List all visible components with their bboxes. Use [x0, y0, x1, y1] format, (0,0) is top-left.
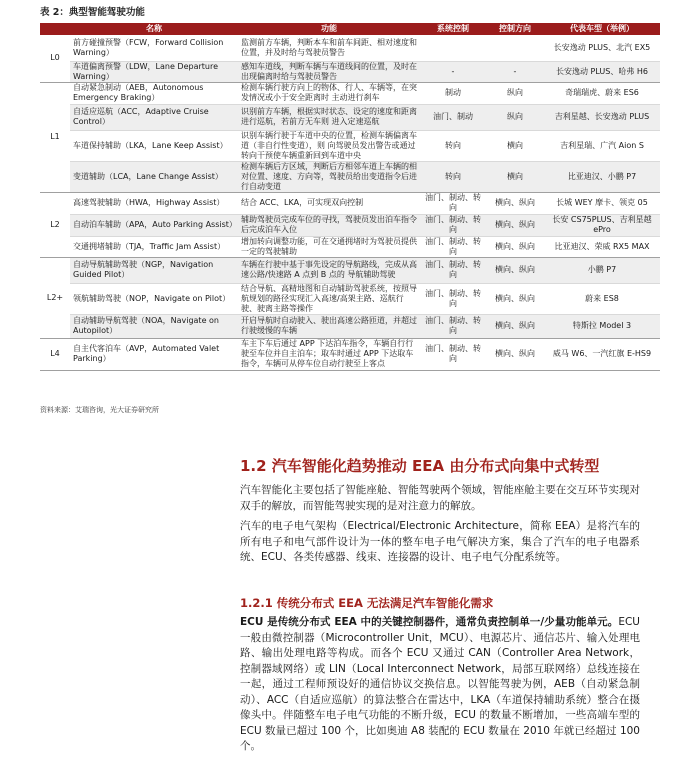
direction-cell: -: [486, 61, 544, 82]
control-cell: 油门、制动、转向: [420, 314, 486, 338]
direction-cell: 横向、纵向: [486, 338, 544, 370]
models-cell: 比亚迪汉、荣威 RX5 MAX: [544, 236, 660, 257]
name-cell: 自动紧急制动（AEB，Autonomous Emergency Braking）: [70, 82, 238, 104]
function-cell: 结合 ACC、LKA，可实现双向控制: [238, 192, 420, 214]
function-cell: 结合导航、高精地图和自动辅助驾驶系统，按照导航规划的路径实现汇入高速/高架主路、巡航行驶、驶离主路等操作: [238, 283, 420, 314]
paragraph-ecu: [240, 615, 640, 755]
table-row: [40, 192, 660, 214]
name-cell: 交通拥堵辅助（TJA，Traffic Jam Assist）: [70, 236, 238, 257]
models-cell: 奇瑞瑞虎、蔚来 ES6: [544, 82, 660, 104]
function-cell: 感知车道线，判断车辆与车道线间的位置，及时在出现偏离时给与驾驶员警告: [238, 61, 420, 82]
control-cell: 油门、制动、转向: [420, 283, 486, 314]
models-cell: 吉利星瑞、广汽 Aion S: [544, 130, 660, 161]
direction-cell: [486, 35, 544, 61]
function-cell: 检测车辆行驶方向上的物体、行人、车辆等，在突发情况或小于安全距离时 主动进行刹车: [238, 82, 420, 104]
models-cell: 吉利星越、长安逸动 PLUS: [544, 104, 660, 130]
control-cell: 油门、制动、转向: [420, 214, 486, 236]
level-cell: L1: [40, 82, 70, 192]
adas-function-table: [40, 23, 660, 371]
header-function: 功能: [238, 23, 420, 35]
control-cell: -: [420, 61, 486, 82]
models-cell: 比亚迪汉、小鹏 P7: [544, 161, 660, 192]
name-cell: 车道偏离预警（LDW，Lane Departure Warning）: [70, 61, 238, 82]
control-cell: 转向: [420, 161, 486, 192]
name-cell: 自动辅助导航驾驶（NOA，Navigate on Autopilot）: [70, 314, 238, 338]
table-row: [40, 214, 660, 236]
models-cell: 长安 CS75PLUS、吉利星越 ePro: [544, 214, 660, 236]
table-row: [40, 35, 660, 61]
direction-cell: 横向、纵向: [486, 257, 544, 283]
function-cell: 车辆在行驶中基于事先设定的导航路线，完成从高速公路/快速路 A 点到 B 点的 导航辅助驾驶: [238, 257, 420, 283]
name-cell: 高速驾驶辅助（HWA，Highway Assist）: [70, 192, 238, 214]
paragraph-eea: 汽车的电子电气架构（Electrical/Electronic Architecture，简称 EEA）是将汽车的所有电子和电气部件设计为一体的整车电子电气解决方案，集合了汽车的电子电器系统、ECU、各类传感器、线束、连接器的设计、电子电气分配系统等。: [240, 520, 640, 563]
header-name: 名称: [70, 23, 238, 35]
name-cell: 领航辅助驾驶（NOP，Navigate on Pilot）: [70, 283, 238, 314]
control-cell: 油门、制动、转向: [420, 236, 486, 257]
header-models: 代表车型（举例）: [544, 23, 660, 35]
level-cell: L4: [40, 338, 70, 370]
direction-cell: 纵向: [486, 82, 544, 104]
level-cell: L2: [40, 192, 70, 257]
paragraph-ecu-body: ECU 一般由微控制器（Microcontroller Unit，MCU）、电源芯片、通信芯片、输入处理电路、输出处理电路等构成。而各个 ECU 又通过 CAN（Controller Area Network，控制器域网络）或 LIN（Local Interconnect Network，局部互联网络）总线连接在一起，通过工程师预设好的通信协议交换信息。以智能驾驶为例，AEB（自动紧急制动）、ACC（自适应巡航）的算法整合在雷达中，LKA（车道保持辅助系统）整合在摄像头中。伴随整车电子电气功能的不断升级，ECU 的数量不断增加，一些高端车型的 ECU 数量已超过 100 个，比如奥迪 A8 装配的 ECU 数量在 2010 年就已经超过 100 个。: [240, 616, 640, 752]
subsection-heading: 1.2.1 传统分布式 EEA 无法满足汽车智能化需求: [240, 596, 494, 610]
header-control: 系统控制: [420, 23, 486, 35]
function-cell: 检测车辆后方区域，判断后方相邻车道上车辆的相对位置、速度、方向等，驾驶员给出变道指令后进行自动变道: [238, 161, 420, 192]
models-cell: 威马 W6、一汽红旗 E-HS9: [544, 338, 660, 370]
direction-cell: 横向、纵向: [486, 283, 544, 314]
table-row: [40, 236, 660, 257]
function-cell: 增加转向调整功能，可在交通拥堵时为驾驶员提供一定的驾驶辅助: [238, 236, 420, 257]
models-cell: 长安逸动 PLUS、北汽 EX5: [544, 35, 660, 61]
level-cell: L0: [40, 35, 70, 82]
models-cell: 特斯拉 Model 3: [544, 314, 660, 338]
table-row: [40, 257, 660, 283]
direction-cell: 横向、纵向: [486, 314, 544, 338]
name-cell: 自动泊车辅助（APA，Auto Parking Assist）: [70, 214, 238, 236]
control-cell: 油门、制动、转向: [420, 192, 486, 214]
table-row: [40, 283, 660, 314]
name-cell: 车道保持辅助（LKA，Lane Keep Assist）: [70, 130, 238, 161]
direction-cell: 横向、纵向: [486, 214, 544, 236]
table-row: [40, 82, 660, 104]
function-cell: 识别前方车辆，根据实时状态、设定的速度和距离进行巡航，若前方无车则 进入定速巡航: [238, 104, 420, 130]
control-cell: 油门、制动: [420, 104, 486, 130]
models-cell: 小鹏 P7: [544, 257, 660, 283]
table-row: [40, 104, 660, 130]
header-direction: 控制方向: [486, 23, 544, 35]
control-cell: [420, 35, 486, 61]
table-caption: 表 2：典型智能驾驶功能: [40, 7, 145, 18]
models-cell: 蔚来 ES8: [544, 283, 660, 314]
table-row: [40, 161, 660, 192]
table-header-row: [40, 23, 660, 35]
name-cell: 前方碰撞预警（FCW，Forward Collision Warning）: [70, 35, 238, 61]
control-cell: 油门、制动、转向: [420, 257, 486, 283]
function-cell: 识别车辆行驶于车道中央的位置，检测车辆偏离车道（非自行性变道），则 向驾驶员发出警告或通过转向干预使车辆重新回到车道中央: [238, 130, 420, 161]
direction-cell: 横向: [486, 130, 544, 161]
name-cell: 自动导航辅助驾驶（NGP，Navigation Guided Pilot）: [70, 257, 238, 283]
control-cell: 制动: [420, 82, 486, 104]
paragraph-intro: 汽车智能化主要包括了智能座舱、智能驾驶两个领域，智能座舱主要在交互环节实现对双手的解放，而智能驾驶实现的是对注意力的解放。: [240, 484, 640, 512]
table-source: 资料来源：艾瑞咨询，光大证券研究所: [40, 406, 159, 414]
function-cell: 车主下车后通过 APP 下达泊车指令，车辆自行行驶至车位并自主泊车；取车时通过 APP 下达取车指令，车辆可从停车位自动行驶至上客点: [238, 338, 420, 370]
name-cell: 自主代客泊车（AVP，Automated Valet Parking）: [70, 338, 238, 370]
direction-cell: 横向、纵向: [486, 192, 544, 214]
models-cell: 长城 WEY 摩卡、领克 05: [544, 192, 660, 214]
level-cell: L2+: [40, 257, 70, 338]
table-row: [40, 130, 660, 161]
header-level: [40, 23, 70, 35]
models-cell: 长安逸动 PLUS、哈弗 H6: [544, 61, 660, 82]
section-heading: 1.2 汽车智能化趋势推动 EEA 由分布式向集中式转型: [240, 457, 600, 475]
control-cell: 转向: [420, 130, 486, 161]
name-cell: 变道辅助（LCA，Lane Change Assist）: [70, 161, 238, 192]
direction-cell: 纵向: [486, 104, 544, 130]
table-row: [40, 338, 660, 370]
function-cell: 开启导航时自动驶入、驶出高速公路匝道，并超过行驶缓慢的车辆: [238, 314, 420, 338]
table-row: [40, 314, 660, 338]
control-cell: 油门、制动、转向: [420, 338, 486, 370]
name-cell: 自适应巡航（ACC，Adaptive Cruise Control）: [70, 104, 238, 130]
function-cell: 监测前方车辆，判断本车和前车间距、相对速度和位置，并及时给与驾驶员警告: [238, 35, 420, 61]
direction-cell: 横向: [486, 161, 544, 192]
direction-cell: 横向、纵向: [486, 236, 544, 257]
table-body: [40, 35, 660, 370]
table-row: [40, 61, 660, 82]
function-cell: 辅助驾驶员完成车位的寻找，驾驶员发出泊车指令后完成泊车入位: [238, 214, 420, 236]
paragraph-ecu-lead: ECU 是传统分布式 EEA 中的关键控制器件，通常负责控制单一/少量功能单元。: [240, 616, 619, 628]
